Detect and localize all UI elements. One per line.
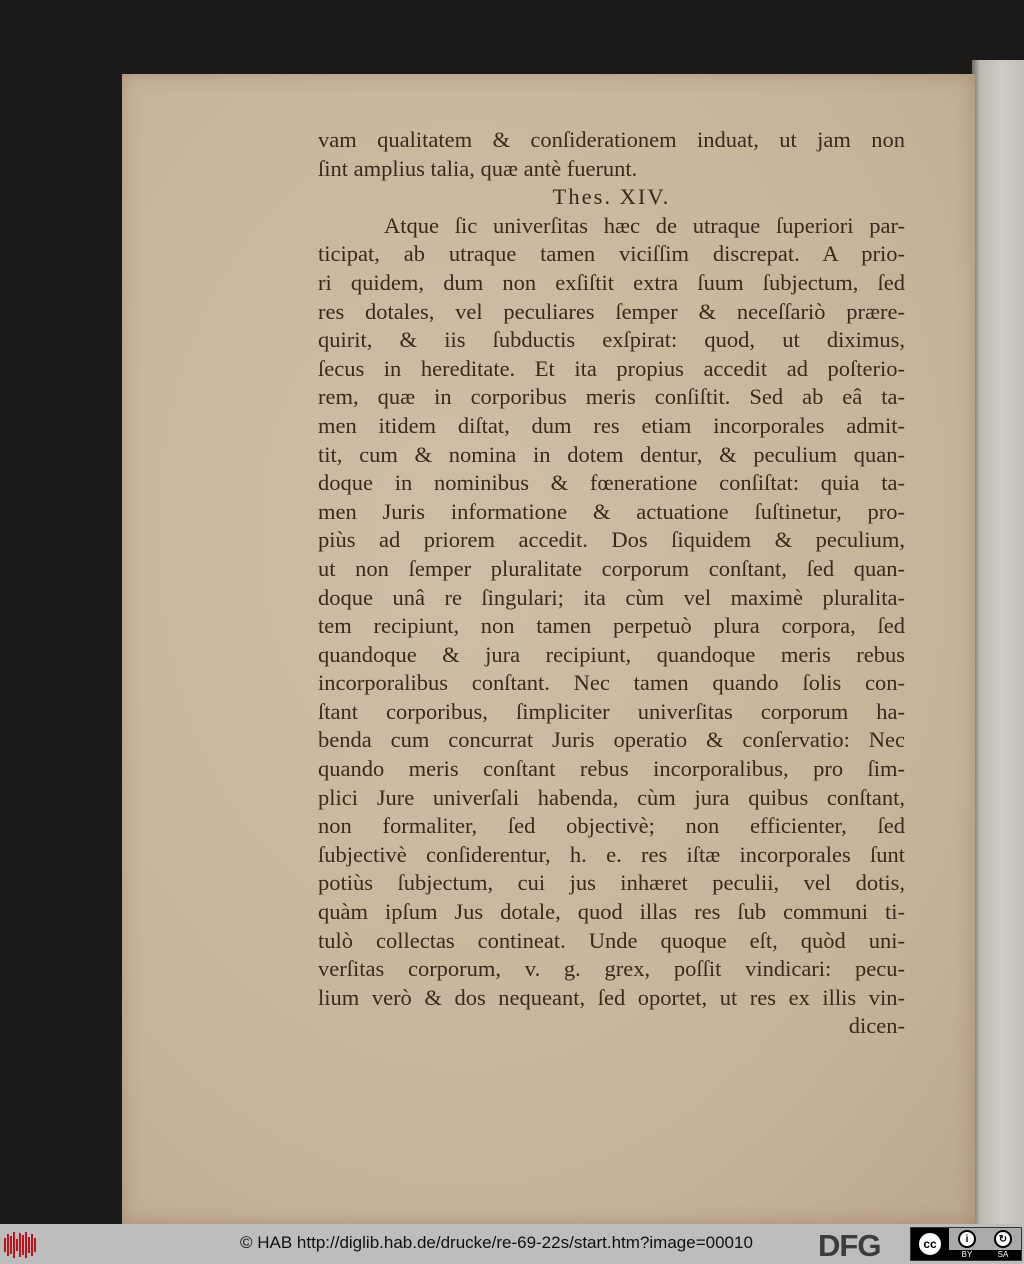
text-line: tulò collectas contineat. Unde quoque eſt, quòd uni- [318,927,905,953]
text-line: potiùs ſubjectum, cui jus inhæret peculii, vel dotis, [318,870,905,896]
text-line: verſitas corporum, v. g. grex, poſſit vindicari: pecu- [318,956,905,982]
text-line: quandoque & jura recipiunt, quandoque meris rebus [318,641,905,667]
text-line: ut non ſemper pluralitate corporum conſtant, ſed quan- [318,555,905,581]
text-line: lium verò & dos nequeant, ſed oportet, ut res ex illis vin- [318,984,905,1010]
text-line: doque in nominibus & fœneratione conſiſtat: quia ta- [318,470,905,496]
license-sa-label: SA [997,1250,1009,1259]
by-person-icon: i [958,1230,976,1248]
text-line: quàm ipſum Jus dotale, quod illas res ſub communi ti- [318,899,905,925]
adjacent-page-edge [972,60,1024,1224]
text-line: vam qualitatem & conſiderationem induat, ut jam non [318,127,905,152]
text-line: piùs ad priorem accedit. Dos ſiquidem & peculium, [318,527,905,553]
text-line: res dotales, vel peculiares ſemper & neceſſariò prære- [318,298,905,324]
text-line: ſubjectivè conſiderentur, h. e. res iſtæ incorporales ſunt [318,841,905,867]
text-line: incorporalibus conſtant. Nec tamen quando ſolis con- [318,670,905,696]
thesis-heading: Thes. XIV. [552,184,671,210]
text-line: men Juris informatione & actuatione ſuſtinetur, pro- [318,498,905,524]
license-by-label: BY [961,1250,973,1259]
text-line: tit, cum & nomina in dotem dentur, & peculium quan- [318,441,905,467]
cc-icon: cc [917,1231,943,1257]
text-line: rem, quæ in corporibus meris conſiſtit. Sed ab eâ ta- [318,384,905,410]
text-line: tem recipiunt, non tamen perpetuò plura corpora, ſed [318,613,905,639]
text-line: doque unâ re ſingulari; ita cùm vel maximè pluralita- [318,584,905,610]
text-line: men itidem diſtat, dum res etiam incorporales admit- [318,412,905,438]
share-alike-icon: ↻ [994,1230,1012,1248]
text-line: non formaliter, ſed objectivè; non efficienter, ſed [318,813,905,839]
text-line: plici Jure univerſali habenda, cùm jura quibus conſtant, [318,784,905,810]
hab-logo-icon [4,1232,36,1258]
text-line: ſtant corporibus, ſimpliciter univerſitas corporum ha- [318,698,905,724]
text-line: ſecus in hereditate. Et ita propius accedit ad poſterio- [318,355,905,381]
text-line: benda cum concurrat Juris operatio & conſervatio: Nec [318,727,905,753]
footer-bar [0,1224,1024,1264]
cc-license-badge[interactable] [910,1227,1022,1261]
text-line: quirit, & iis ſubductis exſpirat: quod, ut diximus, [318,327,905,353]
copyright-url[interactable]: © HAB http://diglib.hab.de/drucke/re-69-22s/start.htm?image=00010 [240,1233,753,1252]
text-line: ri quidem, dum non exſiſtit extra ſuum ſubjectum, ſed [318,269,905,295]
dfg-logo: DFG [818,1228,881,1263]
page-text [318,126,905,1041]
text-line: ſint amplius talia, quæ antè fuerunt. [318,155,638,181]
text-line: ticipat, ab utraque tamen viciſſim discrepat. A prio- [318,241,905,267]
text-line: Atque ſic univerſitas hæc de utraque ſuperiori par- [384,212,905,238]
text-line: quando meris conſtant rebus incorporalibus, pro ſim- [318,756,905,782]
catchword: dicen- [848,1013,905,1039]
